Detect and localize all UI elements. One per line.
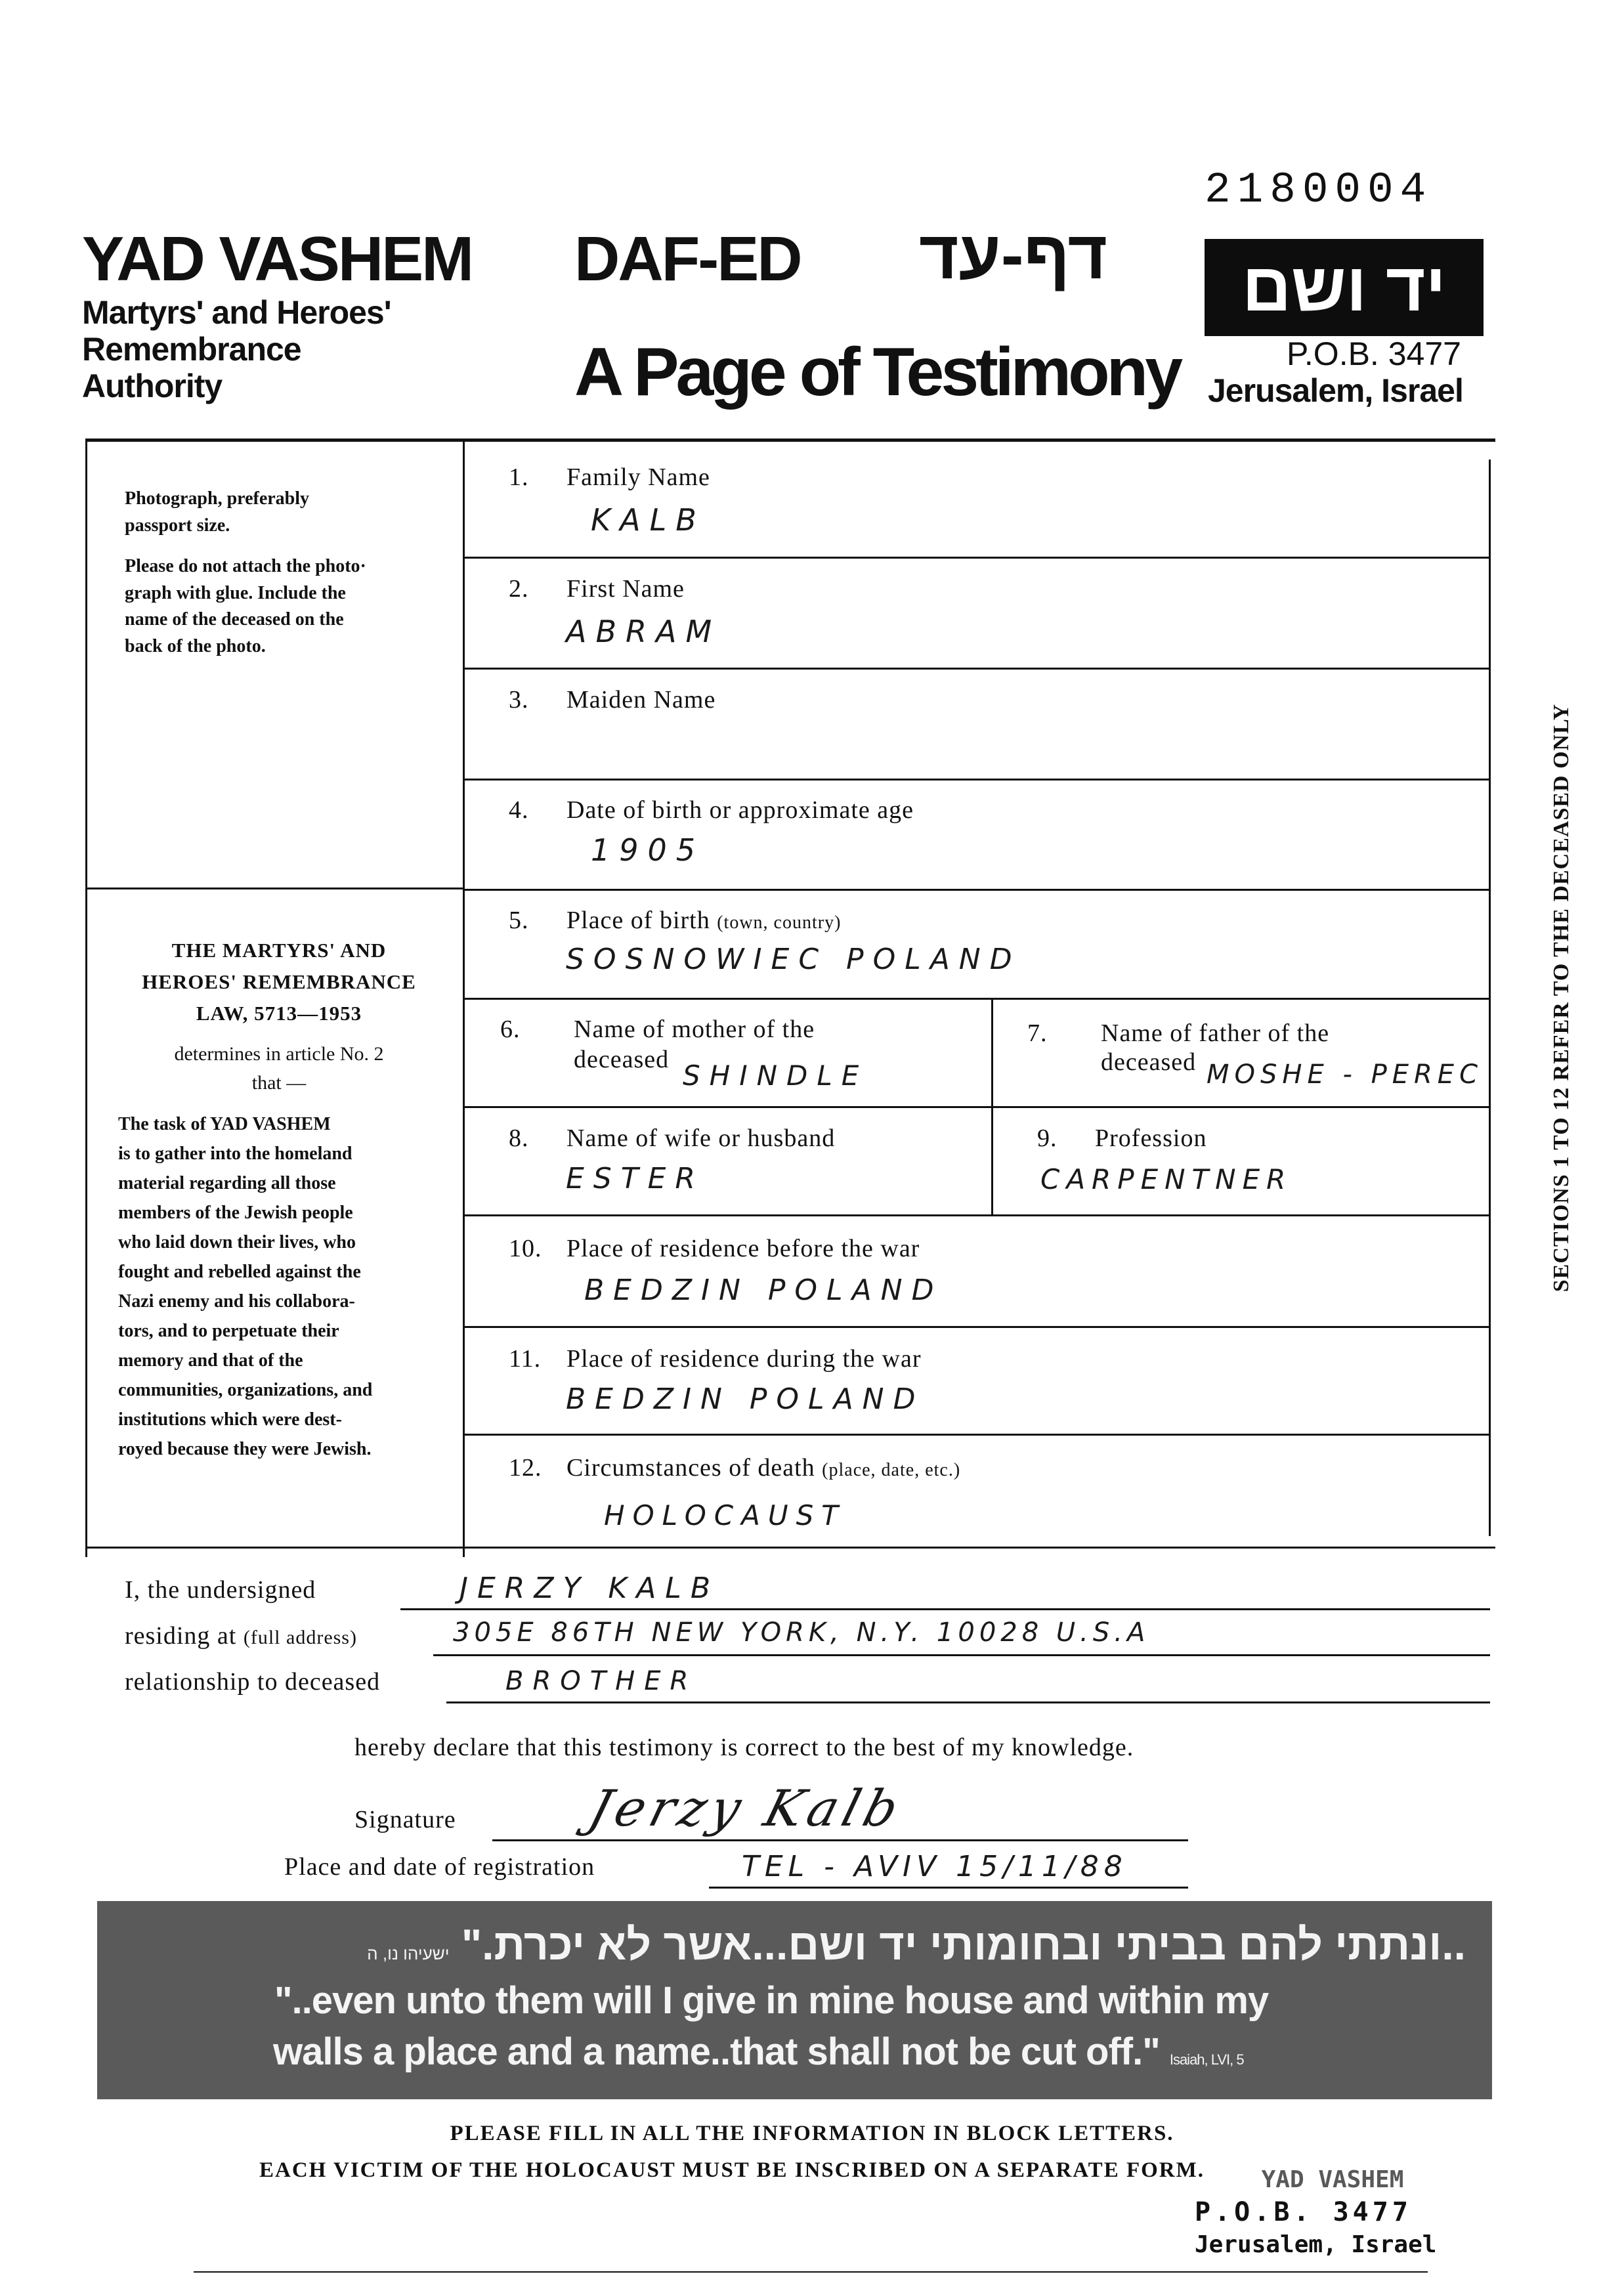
pob-address: P.O.B. 3477 [1287,335,1461,372]
law-body-line: fought and rebelled against the [118,1262,361,1282]
field-father-name-label-2: deceased [1101,1048,1197,1076]
law-determines-line: determines in article No. 2 [174,1043,384,1065]
photo-caption: passport size. [125,515,230,536]
field-birth-place-value[interactable]: SOSNOWIEC POLAND [566,943,1021,976]
law-body [118,1109,440,1464]
law-body-line: The task of YAD VASHEM [118,1114,331,1134]
field-father-name-label: 7. Name of father of the [1027,1019,1330,1047]
field-residence-before-value[interactable]: BEDZIN POLAND [584,1273,943,1307]
field-birth-place-label: 5. Place of birth (town, country) [509,907,842,934]
field-father-name-value[interactable]: MOSHE - PEREC [1207,1059,1483,1090]
field-mother-name-value[interactable]: SHINDLE [683,1059,868,1092]
stamp-line: P.O.B. 3477 [1195,2197,1412,2227]
law-heading-line: LAW, 5713—1953 [196,1002,362,1025]
field-first-name-value[interactable]: ABRAM [566,614,721,649]
undersigned-label: I, the undersigned [125,1576,316,1604]
signature-value[interactable]: Jerzy Kalb [583,1779,910,1837]
banner-english-2: walls a place and a name..that shall not be cut off." Isaiah, LVI, 5 [273,2030,1244,2073]
page-bottom-rule [194,2271,1428,2273]
declaration-statement: hereby declare that this testimony is correct to the best of my knowledge. [354,1734,1134,1761]
law-determines [118,1040,440,1098]
law-heading [118,935,440,1029]
yad-vashem-logo [1205,239,1484,336]
yad-vashem-stamp [1195,2166,1470,2258]
org-subtitle [82,294,391,404]
form-title: A Page of Testimony [574,334,1180,410]
undersigned-value[interactable]: JERZY KALB [459,1572,720,1605]
field-family-name-value[interactable]: KALB [591,502,706,538]
law-body-line: communities, organizations, and [118,1380,373,1400]
law-body-line: institutions which were dest- [118,1409,342,1430]
row-rule [463,998,1489,1000]
org-subtitle-line: Authority [82,368,223,404]
photo-instruction: name of the deceased on the [125,609,344,630]
row-rule [463,1106,1489,1108]
row-rule [463,668,1489,670]
split-divider [991,998,993,1214]
field-family-name-label: 1. Family Name [509,463,710,491]
field-death-circumstances-label: 12. Circumstances of death (place, date, etc.) [509,1454,961,1482]
row-rule [463,1214,1489,1216]
law-box [118,935,440,1464]
form-name-hebrew: דף-עד [919,217,1108,293]
field-birth-date-label: 4. Date of birth or approximate age [509,796,914,824]
law-body-line: royed because they were Jewish. [118,1439,372,1459]
law-body-line: Nazi enemy and his collabora- [118,1291,355,1312]
left-panel-divider [85,888,465,889]
residing-label: residing at (full address) [125,1622,357,1650]
footer-instruction-1: PLEASE FILL IN ALL THE INFORMATION IN BLOCK LETTERS. [450,2122,1174,2145]
relationship-label: relationship to deceased [125,1668,381,1696]
field-residence-during-label: 11. Place of residence during the war [509,1345,922,1373]
field-profession-label: 9. Profession [1037,1124,1207,1152]
law-body-line: members of the Jewish people [118,1203,353,1223]
field-first-name-label: 2. First Name [509,575,685,603]
field-birth-date-value[interactable]: 1905 [591,832,705,868]
stamp-line: YAD VASHEM [1261,2166,1404,2193]
field-maiden-name-label: 3. Maiden Name [509,686,716,714]
field-profession-value[interactable]: CARPENTNER [1040,1163,1293,1195]
right-border [1489,460,1491,1536]
city-address: Jerusalem, Israel [1208,372,1463,409]
law-determines-line: that — [251,1072,307,1094]
registration-label: Place and date of registration [284,1853,595,1881]
org-subtitle-line: Martyrs' and Heroes' [82,294,391,331]
row-rule [463,557,1489,559]
field-mother-name-label: 6. Name of mother of the [500,1016,815,1043]
law-body-line: memory and that of the [118,1350,303,1371]
quote-banner [97,1901,1492,2099]
residing-value[interactable]: 305E 86TH NEW YORK, N.Y. 10028 U.S.A [453,1617,1150,1648]
field-spouse-name-value[interactable]: ESTER [566,1162,704,1195]
law-body-line: who laid down their lives, who [118,1232,356,1252]
row-rule [463,1434,1489,1436]
stamp-line: Jerusalem, Israel [1195,2231,1437,2258]
field-residence-before-label: 10. Place of residence before the war [509,1235,920,1262]
photo-box [125,486,437,660]
sections-side-note: SECTIONS 1 TO 12 REFER TO THE DECEASED ONLY [1549,703,1573,1293]
org-name: YAD VASHEM [82,224,473,294]
banner-hebrew: ..ונתתי להם בביתי ובחומותי יד ושם...אשר לא יכרת." ישעיהו נו, ה [367,1920,1466,1969]
document-number: 2180004 [1205,165,1433,215]
row-rule [463,779,1489,781]
footer-instruction-2: EACH VICTIM OF THE HOLOCAUST MUST BE INSCRIBED ON A SEPARATE FORM. [259,2158,1205,2182]
bottom-border [85,1547,1495,1549]
banner-english-1: "..even unto them will I give in mine house and within my [274,1979,1269,2022]
law-heading-line: THE MARTYRS' AND [171,939,387,962]
logo-text: יד ושם [1242,249,1446,326]
law-body-line: is to gather into the homeland [118,1144,353,1164]
left-border [85,441,87,1557]
top-border [85,439,1495,442]
photo-instruction: Please do not attach the photo· [125,556,366,577]
law-heading-line: HEROES' REMEMBRANCE [142,970,416,993]
law-body-line: tors, and to perpetuate their [118,1321,339,1341]
row-rule [463,1326,1489,1328]
org-subtitle-line: Remembrance [82,331,301,368]
field-residence-during-value[interactable]: BEDZIN POLAND [566,1382,925,1416]
photo-instruction: back of the photo. [125,635,266,656]
row-rule [463,889,1489,891]
signature-label: Signature [354,1806,456,1833]
registration-value[interactable]: TEL - AVIV 15/11/88 [742,1850,1128,1883]
photo-instruction: graph with glue. Include the [125,582,346,603]
field-mother-name-label-2: deceased [574,1046,670,1073]
relationship-value[interactable]: BROTHER [505,1666,698,1696]
field-death-circumstances-value[interactable]: HOLOCAUST [604,1499,846,1531]
law-body-line: material regarding all those [118,1173,336,1193]
photo-caption: Photograph, preferably [125,488,310,509]
field-spouse-name-label: 8. Name of wife or husband [509,1124,836,1152]
form-name: DAF-ED [574,224,801,294]
